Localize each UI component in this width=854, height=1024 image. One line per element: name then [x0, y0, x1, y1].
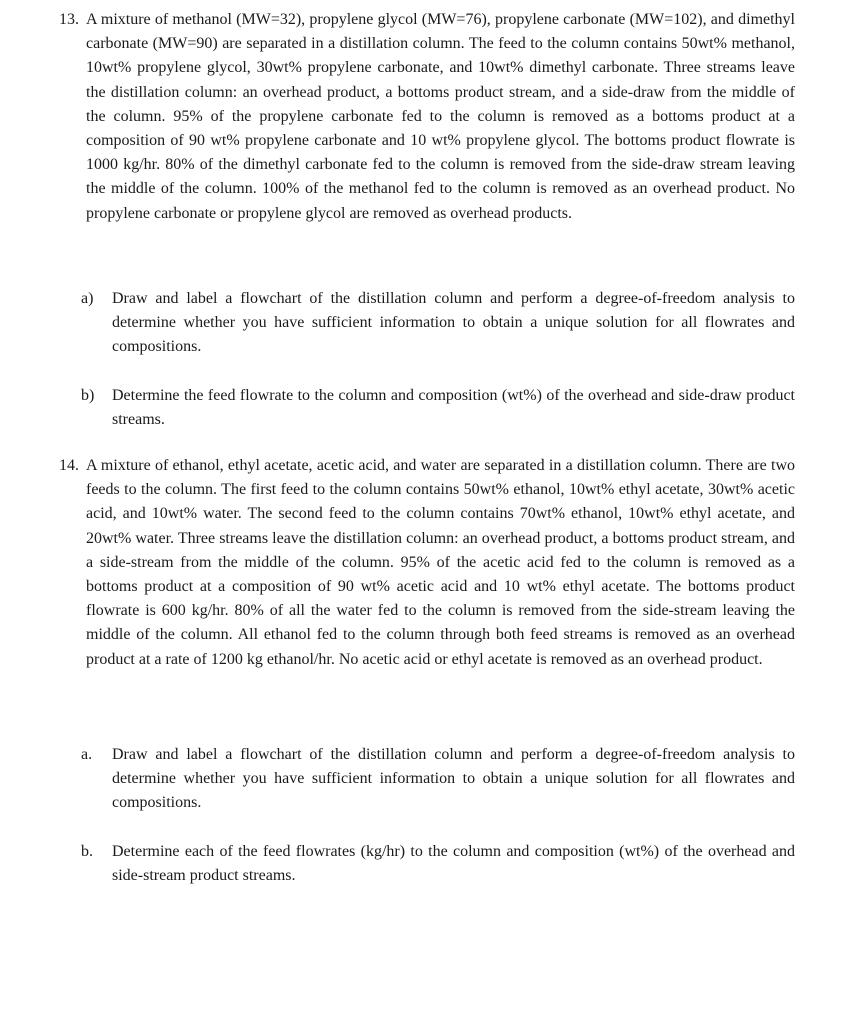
part-label: a): [81, 290, 94, 307]
part-label: a.: [81, 746, 93, 763]
part-text: Determine the feed flowrate to the column and composition (wt%) of the overhead and side-draw product streams.: [112, 387, 795, 429]
problem-14-part-b: [81, 840, 795, 888]
part-text: Draw and label a flowchart of the distillation column and perform a degree-of-freedom analysis to determine whether you have sufficient information to obtain a unique solution for all flowrates and compositions.: [112, 290, 795, 356]
problem-statement: A mixture of methanol (MW=32), propylene glycol (MW=76), propylene carbonate (MW=102), and dimethyl carbonate (MW=90) are separated in a distillation column. The feed to the column contains 50wt% methanol, 10wt% propylene glycol, 30wt% propylene carbonate, and 10wt% dimethyl carbonate. Three streams leave the distillation column: an overhead product, a bottoms product stream, and a side-draw from the middle of the column. 95% of the propylene carbonate fed to the column is removed as a bottoms product at a composition of 90 wt% propylene carbonate and 10 wt% propylene glycol. The bottoms product flowrate is 1000 kg/hr. 80% of the dimethyl carbonate fed to the column is removed from the side-draw stream leaving the middle of the column. 100% of the methanol fed to the column is removed as an overhead product. No propylene carbonate or propylene glycol are removed as overhead products.: [86, 11, 795, 222]
part-label: b.: [81, 843, 93, 860]
problem-number: 13.: [59, 11, 79, 28]
problem-13-part-b: [81, 384, 795, 432]
problem-statement: A mixture of ethanol, ethyl acetate, acetic acid, and water are separated in a distillation column. There are two feeds to the column. The first feed to the column contains 50wt% ethanol, 10wt% ethyl acetate, 30wt% acetic acid, and 10wt% water. The second feed to the column contains 70wt% ethanol, 10wt% ethyl acetate, and 20wt% water. Three streams leave the distillation column: an overhead product, a bottoms product stream, and a side-stream from the middle of the column. 95% of the acetic acid fed to the column is removed as a bottoms product at a composition of 90 wt% acetic acid and 10 wt% ethyl acetate. The bottoms product flowrate is 600 kg/hr. 80% of all the water fed to the column is removed from the side-stream leaving the middle of the column. All ethanol fed to the column through both feed streams is removed as an overhead product at a rate of 1200 kg ethanol/hr. No acetic acid or ethyl acetate is removed as an overhead product.: [86, 457, 795, 668]
part-text: Draw and label a flowchart of the distillation column and perform a degree-of-freedom analysis to determine whether you have sufficient information to obtain a unique solution for all flowrates and compositions.: [112, 746, 795, 812]
problem-number: 14.: [59, 457, 79, 474]
problem-14-part-a: [81, 743, 795, 816]
part-text: Determine each of the feed flowrates (kg/hr) to the column and composition (wt%) of the overhead and side-stream product streams.: [112, 843, 795, 885]
problem-13-part-a: [81, 287, 795, 360]
problem-13: [59, 8, 795, 226]
part-label: b): [81, 387, 95, 404]
problem-14: [59, 454, 795, 672]
